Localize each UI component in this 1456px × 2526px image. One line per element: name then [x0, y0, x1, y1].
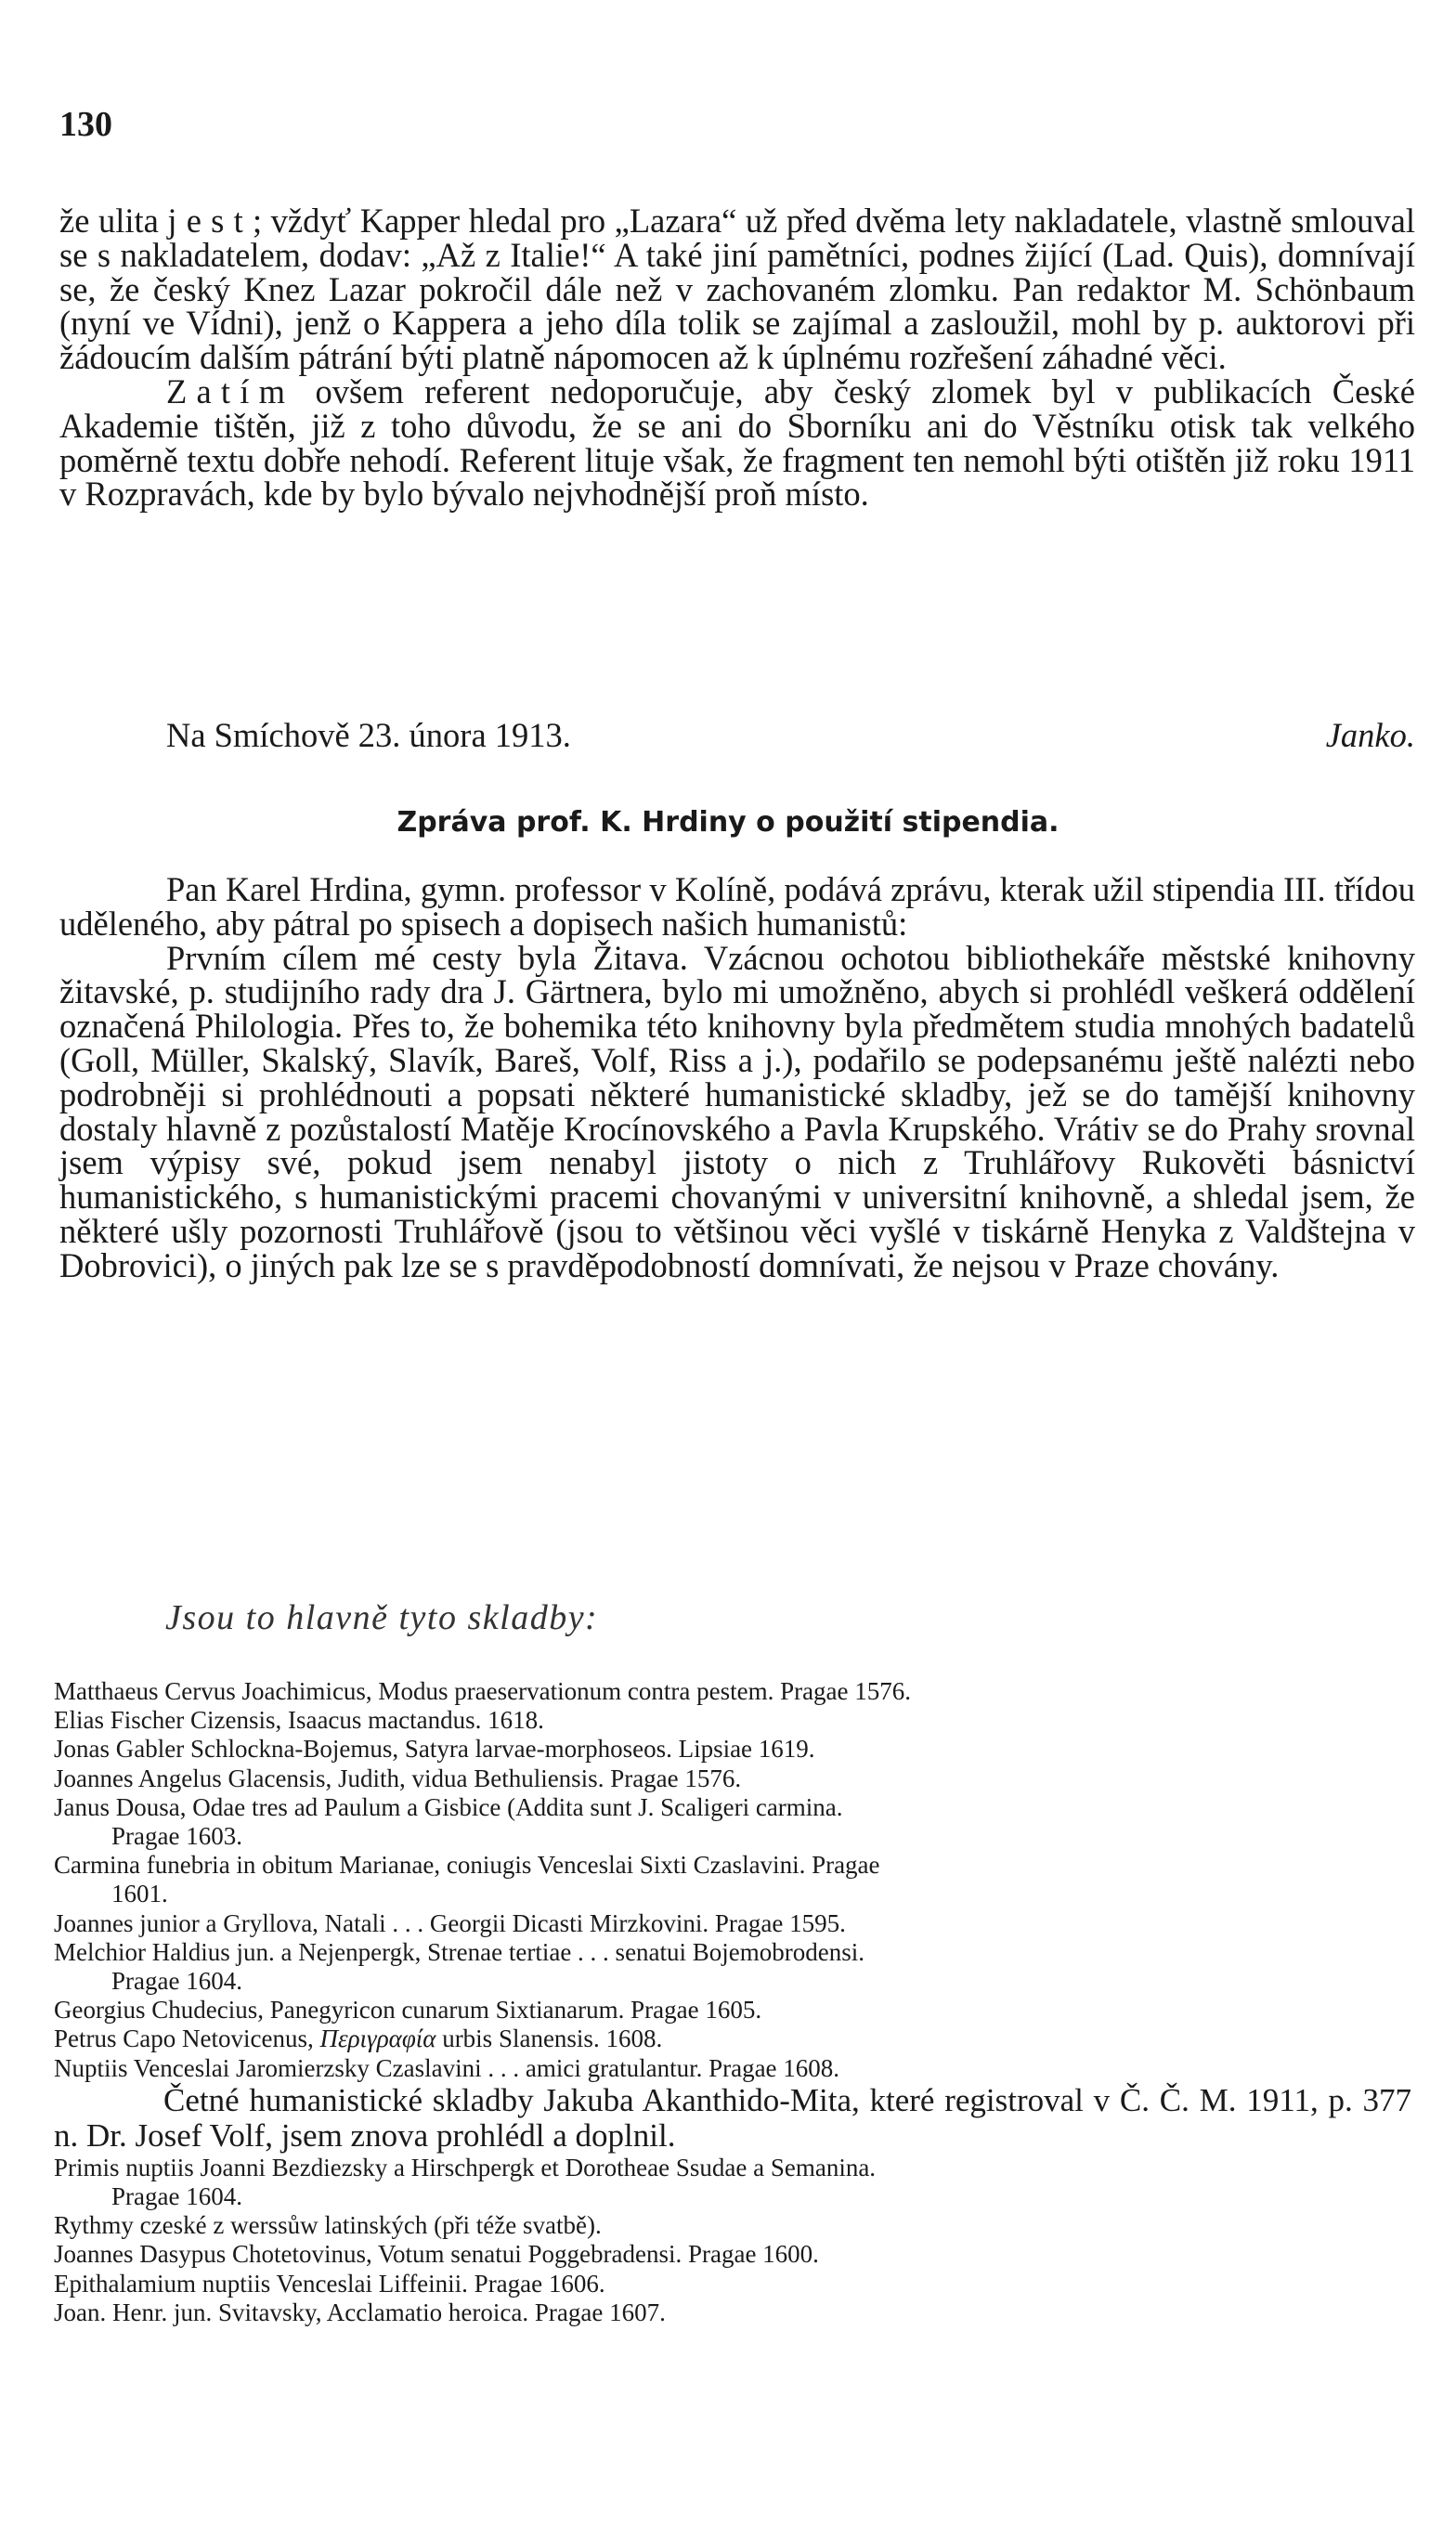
list-item: Elias Fischer Cizensis, Isaacus mactandus. 1618. — [54, 1706, 544, 1735]
list-item-pre: Petrus Capo Netovicenus, — [54, 2025, 320, 2053]
list-item: Epithalamium nuptiis Venceslai Liffeinii. Pragae 1606. — [54, 2269, 605, 2298]
list-paragraph: Četné humanistické skladby Jakuba Akanthido-Mita, které registroval v Č. Č. M. 1911, p. 377 n. Dr. Josef Volf, jsem znova prohlédl a doplnil. — [54, 2081, 1411, 2154]
list-item: Joannes junior a Gryllova, Natali . . . Georgii Dicasti Mirzkovini. Pragae 1595. — [54, 1908, 846, 1937]
page-number: 130 — [59, 105, 112, 144]
list-item: Primis nuptiis Joanni Bezdiezsky a Hirschpergk et Dorotheae Ssudae a Semanina. — [54, 2153, 877, 2181]
list-item — [54, 2025, 1411, 2053]
list-item: Rythmy czeské z werssůw latinských (při téže svatbě). — [54, 2211, 602, 2240]
intro-paragraph-2 — [59, 371, 1415, 514]
list-lead: Jsou to hlavně tyto skladby: — [165, 1598, 599, 1637]
list-item: Jonas Gabler Schlockna-Bojemus, Satyra larvae-morphoseos. Lipsiae 1619. — [54, 1735, 815, 1764]
intro-paragraph-1 — [59, 204, 1415, 375]
intro-p1-spaced: jest — [167, 202, 253, 240]
intro-p2-spaced: Zatím — [166, 371, 295, 410]
report-paragraph-1: Pan Karel Hrdina, gymn. professor v Kolíně, podává zprávu, kterak užil stipendia III. třídou uděleného, aby pátral po spisech a dopisech našich humanistů: — [59, 870, 1415, 943]
list-item-continuation: 1601. — [111, 1880, 168, 1908]
list-item: Joan. Henr. jun. Svitavsky, Acclamatio heroica. Pragae 1607. — [54, 2298, 666, 2326]
greek-word: Περιγραφία — [319, 2025, 436, 2053]
intro-p2-text: ovšem referent nedoporučuje, aby český zlomek byl v publikacích České Akademie tištěn, již z toho důvodu, že se ani do Sborníku ani do Věstníku otisk tak velkého poměrně textu dobře nehodí. Referent lituje však, že fragment ten nemohl býti otištěn již roku 1911 v Rozpravách, kde by bylo bývalo nejvhodnější proň místo. — [59, 371, 1415, 514]
list-item: Matthaeus Cervus Joachimicus, Modus praeservationum contra pestem. Pragae 1576. — [54, 1677, 912, 1705]
intro-p1-lead: že ulita — [59, 202, 168, 240]
intro-text — [59, 204, 1415, 512]
list-item-post: urbis Slanensis. 1608. — [436, 2025, 663, 2053]
list-item: Joannes Dasypus Chotetovinus, Votum senatui Poggebradensi. Pragae 1600. — [54, 2240, 819, 2269]
list-item-continuation: Pragae 1603. — [111, 1822, 242, 1851]
list-item: Georgius Chudecius, Panegyricon cunarum Sixtianarum. Pragae 1605. — [54, 1996, 762, 2025]
list-item: Janus Dousa, Odae tres ad Paulum a Gisbice (Addita sunt J. Scaligeri carmina. — [54, 1792, 843, 1821]
report-text — [59, 870, 1415, 1284]
list-item-continuation: Pragae 1604. — [111, 1967, 242, 1996]
place-date: Na Smíchově 23. února 1913. — [166, 716, 571, 754]
list-item: Carmina funebria in obitum Marianae, coniugis Venceslai Sixti Czaslavini. Pragae — [54, 1851, 880, 1880]
list-item-continuation: Pragae 1604. — [111, 2182, 242, 2211]
list-item: Joannes Angelus Glacensis, Judith, vidua Bethuliensis. Pragae 1576. — [54, 1764, 742, 1792]
works-list — [54, 1677, 1411, 2327]
list-item: Nuptiis Venceslai Jaromierzsky Czaslavini . . . amici gratulantur. Pragae 1608. — [54, 2053, 840, 2082]
section-heading: Zpráva prof. K. Hrdiny o použití stipendia. — [396, 806, 1060, 839]
report-paragraph-2: Prvním cílem mé cesty byla Žitava. Vzácnou ochotou bibliothekáře městské knihovny žitavské, p. studijního rady dra J. Gärtnera, bylo mi umožněno, abych si prohlédl veškerá oddělení označená Philologia. Přes to, že bohemika této knihovny byla předmětem studia mnohých badatelů (Goll, Müller, Skalský, Slavík, Bareš, Volf, Riss a j.), podařilo se podepsanému ještě nalézti nebo podrobněji si prohlédnouti a popsati některé humanistické skladby, jež se do tamější knihovny dostaly hlavně z pozůstalostí Matěje Krocínovského a Pavla Krupského. Vrátiv se do Prahy srovnal jsem výpisy své, pokud jsem nenabyl jistoty o nich z Truhlářovy Rukověti básnictví humanistického, s humanistickými pracemi chovanými v universitní knihovně, a shledal jsem, že některé ušly pozornosti Truhlářově (jsou to většinou věci vyšlé v tiskárně Henyka z Valdštejna v Dobrovici), o jiných pak lze se s pravděpodobností domnívati, že nejsou v Praze chovány. — [59, 938, 1415, 1284]
signature: Janko. — [1325, 716, 1415, 754]
list-item: Melchior Haldius jun. a Nejenpergk, Strenae tertiae . . . senatui Bojemobrodensi. — [54, 1937, 865, 1966]
intro-p1-text: ; vždyť Kapper hledal pro „Lazara“ už před dvěma lety nakladatele, vlastně smlouval se s nakladatelem, dodav: „Až z Italie!“ A také jiní pamětníci, podnes žijící (Lad. Quis), domnívají se, že český Knez Lazar pokročil dále než v zachovaném zlomku. Pan redaktor M. Schönbaum (nyní ve Vídni), jenž o Kappera a jeho díla tolik se zajímal a zasloužil, mohl by p. auktorovi při žádoucím dalším pátrání býti platně nápomocen až k úplnému rozřešení záhadné věci. — [59, 202, 1415, 377]
